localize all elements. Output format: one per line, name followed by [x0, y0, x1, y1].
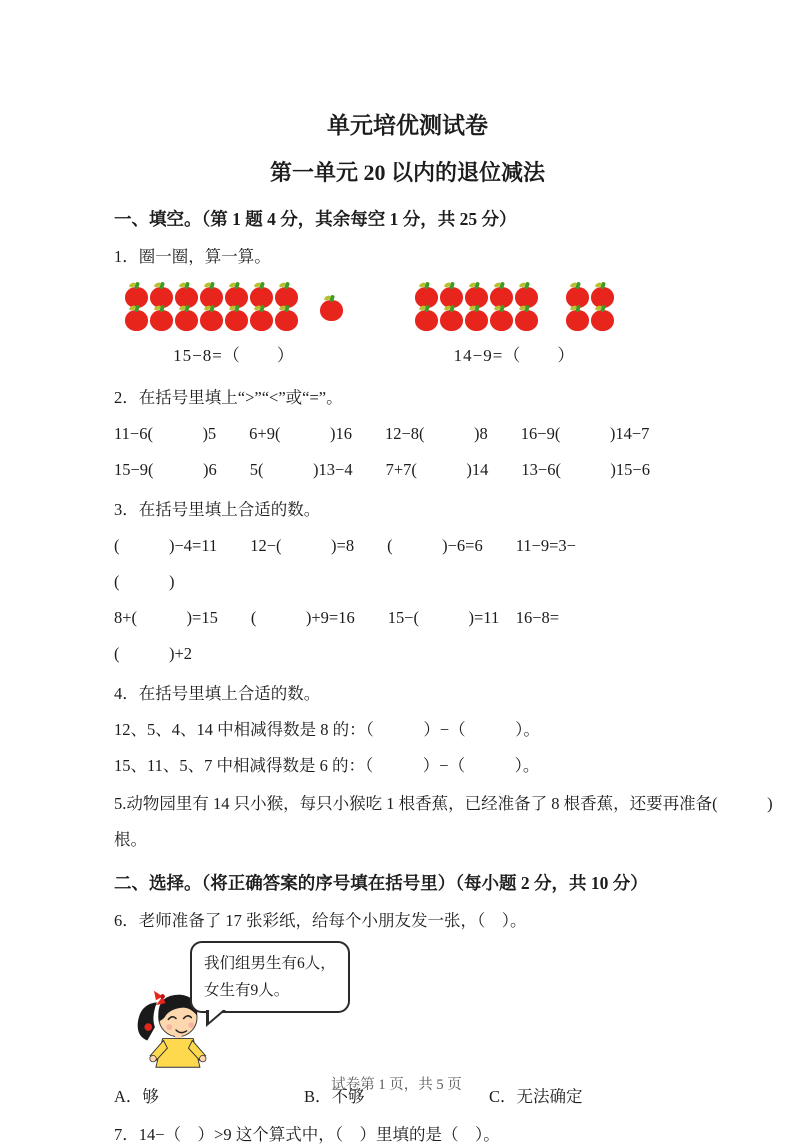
question-6-illustration — [128, 941, 701, 1073]
apple-row — [414, 308, 539, 331]
apple-subgroup — [414, 285, 539, 331]
section-1-header: 一、填空。（第 1 题 4 分，其余每空 1 分，共 25 分） — [114, 209, 517, 229]
apple-icon — [275, 310, 298, 331]
apple-icon — [200, 310, 223, 331]
apple-icon — [566, 310, 589, 331]
apple-icon — [490, 310, 513, 331]
question-4-line-1: 12、5、4、14 中相减得数是 8 的：（ ）−（ ）。 — [114, 720, 540, 739]
apple-group-left — [124, 285, 344, 366]
apple-icon — [250, 310, 273, 331]
question-1-text: 1．圈一圈，算一算。 — [114, 247, 271, 266]
section-2-header: 二、选择。（将正确答案的序号填在括号里）（每小题 2 分，共 10 分） — [114, 873, 648, 893]
option-b: B．不够 — [304, 1087, 365, 1106]
apple-figure — [124, 285, 701, 366]
apple-row — [565, 308, 615, 331]
question-3-line-1: ( )−4=11 12−( )=8 ( )−6=6 11−9=3− — [114, 536, 576, 555]
apple-cluster-15 — [124, 285, 344, 331]
question-5-line-1: 5.动物园里有 14 只小猴，每只小猴吃 1 根香蕉，已经准备了 8 根香蕉，还要再准备( ) — [114, 794, 773, 813]
option-c: C．无法确定 — [489, 1087, 583, 1106]
apple-icon — [225, 310, 248, 331]
question-3-text: 3．在括号里填上合适的数。 — [114, 500, 321, 519]
apple-icon — [320, 300, 343, 321]
apple-icon — [591, 310, 614, 331]
question-2-text: 2．在括号里填上“>”“<”或“=”。 — [114, 388, 343, 407]
apple-icon — [150, 310, 173, 331]
apple-icon — [125, 310, 148, 331]
equation-14-minus-9: 14−9=（ ） — [453, 346, 576, 365]
question-3-line-3: 8+( )=15 ( )+9=16 15−( )=11 16−8= — [114, 608, 560, 627]
apple-row — [124, 308, 299, 331]
paper-subtitle: 第一单元 20 以内的退位减法 — [269, 160, 545, 185]
apple-group-right — [414, 285, 615, 366]
equation-15-minus-8: 15−8=（ ） — [173, 346, 295, 365]
question-3-line-2: ( ) — [114, 572, 175, 591]
apple-cluster-14 — [414, 285, 615, 331]
question-4-line-2: 15、11、5、7 中相减得数是 6 的：（ ）−（ ）。 — [114, 756, 540, 775]
question-2-row-1: 11−6( )5 6+9( )16 12−8( )8 16−9( )14−7 — [114, 424, 650, 443]
question-4-text: 4．在括号里填上合适的数。 — [114, 684, 321, 703]
apple-subgroup — [124, 285, 299, 331]
option-a: A．够 — [114, 1087, 159, 1106]
apple-icon — [440, 310, 463, 331]
question-6-text: 6．老师准备了 17 张彩纸，给每个小朋友发一张，（ ）。 — [114, 911, 527, 930]
apple-icon — [175, 310, 198, 331]
speech-bubble-line-1: 我们组男生有6人， — [204, 955, 336, 972]
apple-icon — [415, 310, 438, 331]
apple-row — [565, 285, 615, 308]
question-3-line-4: ( )+2 — [114, 644, 193, 663]
apple-subgroup — [565, 285, 615, 331]
question-2-row-2: 15−9( )6 5( )13−4 7+7( )14 13−6( )15−6 — [114, 460, 650, 479]
page-footer: 试卷第 1 页，共 5 页 — [331, 1077, 462, 1093]
speech-bubble-line-2: 女生有9人。 — [204, 982, 290, 1000]
apple-icon — [465, 310, 488, 331]
question-5-line-2: 根。 — [114, 830, 147, 849]
paper-title: 单元培优测试卷 — [327, 113, 488, 138]
speech-bubble — [190, 941, 350, 1013]
apple-icon — [515, 310, 538, 331]
question-7-text: 7．14−（ ）>9 这个算式中，（ ）里填的是（ ）。 — [114, 1125, 500, 1144]
